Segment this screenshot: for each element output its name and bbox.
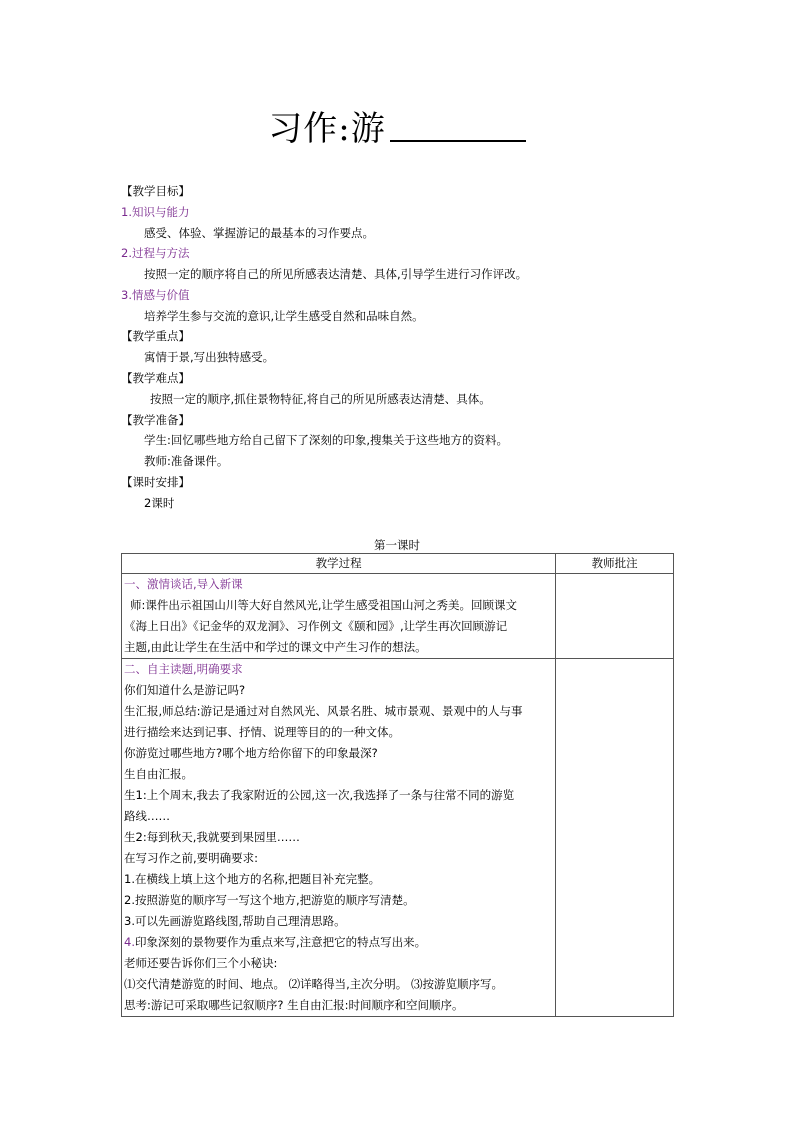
part2-line: 进行描绘来达到记事、抒情、说理等目的的一种文体。 [124, 725, 400, 739]
goal3-text: 培养学生参与交流的意识,让学生感受自然和品味自然。 [144, 309, 424, 323]
time-text: 2课时 [144, 496, 175, 510]
part2-line: 在写习作之前,要明确要求: [124, 851, 259, 865]
lesson-table [121, 553, 674, 1017]
header-notes: 教师批注 [556, 554, 674, 574]
part2-line: 你们知道什么是游记吗? [124, 683, 246, 697]
title-text: 习作:游 [268, 109, 386, 149]
part1-title: 一、激情谈话,导入新课 [124, 577, 243, 591]
goal2-title: 2.过程与方法 [121, 246, 190, 260]
part1-line: 主题,由此让学生在生活中和学过的课文中产生习作的想法。 [124, 640, 427, 654]
prep-student: 学生:回忆哪些地方给自己留下了深刻的印象,搜集关于这些地方的资料。 [144, 433, 509, 447]
requirement-4 [122, 932, 555, 953]
part2-line: 3.可以先画游览路线图,帮助自己理清思路。 [124, 914, 346, 928]
key-heading: 【教学重点】 [121, 329, 190, 343]
part1-cell [122, 574, 556, 659]
part1-line: 《海上日出》《记金华的双龙洞》、习作例文《颐和园》,让学生再次回顾游记 [124, 619, 508, 633]
part2-line: 路线…… [124, 809, 170, 823]
header-process: 教学过程 [122, 554, 556, 574]
part2-line: 生自由汇报。 [124, 767, 193, 781]
title-blank-line [390, 104, 526, 142]
goal1-text: 感受、体验、掌握游记的最基本的习作要点。 [144, 226, 374, 240]
part1-notes-cell[interactable] [556, 574, 674, 659]
goals-heading: 【教学目标】 [121, 184, 190, 198]
prep-heading: 【教学准备】 [121, 413, 190, 427]
difficulty-text: 按照一定的顺序,抓住景物特征,将自己的所见所感表达清楚、具体。 [150, 392, 491, 406]
part2-line: 生1:上个周末,我去了我家附近的公园,这一次,我选择了一条与往常不同的游览 [124, 788, 515, 802]
part2-line: 2.按照游览的顺序写一写这个地方,把游览的顺序写清楚。 [124, 893, 415, 907]
part2-line: 1.在横线上填上这个地方的名称,把题目补充完整。 [124, 872, 381, 886]
table-caption: 第一课时 [374, 538, 420, 552]
time-heading: 【课时安排】 [121, 475, 190, 489]
table-row [122, 574, 674, 659]
part2-line: 生汇报,师总结:游记是通过对自然风光、风景名胜、城市景观、景观中的人与事 [124, 704, 523, 718]
difficulty-heading: 【教学难点】 [121, 371, 190, 385]
requirement-4-text: 印象深刻的景物要作为重点来写,注意把它的特点写出来。 [134, 935, 427, 949]
page-title [0, 104, 794, 154]
goal3-title: 3.情感与价值 [121, 288, 190, 302]
part2-tail-line: ⑴交代清楚游览的时间、地点。 ⑵详略得当,主次分明。 ⑶按游览顺序写。 [124, 977, 503, 991]
part2-line: 生2:每到秋天,我就要到果园里…… [124, 830, 300, 844]
table-header-row [122, 554, 674, 574]
part2-tail-line: 老师还要告诉你们三个小秘诀: [124, 956, 278, 970]
part2-title: 二、自主读题,明确要求 [124, 662, 243, 676]
goal2-text: 按照一定的顺序将自己的所见所感表达清楚、具体,引导学生进行习作评改。 [144, 267, 528, 281]
table-row [122, 659, 674, 1017]
requirement-4-number: 4. [124, 935, 135, 949]
part1-line: 师:课件出示祖国山川等大好自然风光,让学生感受祖国山河之秀美。回顾课文 [130, 598, 518, 612]
part2-tail-line: 思考:游记可采取哪些记叙顺序? 生自由汇报:时间顺序和空间顺序。 [124, 998, 464, 1012]
key-text: 寓情于景,写出独特感受。 [144, 350, 275, 364]
part2-cell [122, 659, 556, 1017]
prep-teacher: 教师:准备课件。 [144, 454, 229, 468]
part2-notes-cell[interactable] [556, 659, 674, 1017]
goal1-title: 1.知识与能力 [121, 205, 190, 219]
part2-line: 你游览过哪些地方?哪个地方给你留下的印象最深? [124, 746, 378, 760]
